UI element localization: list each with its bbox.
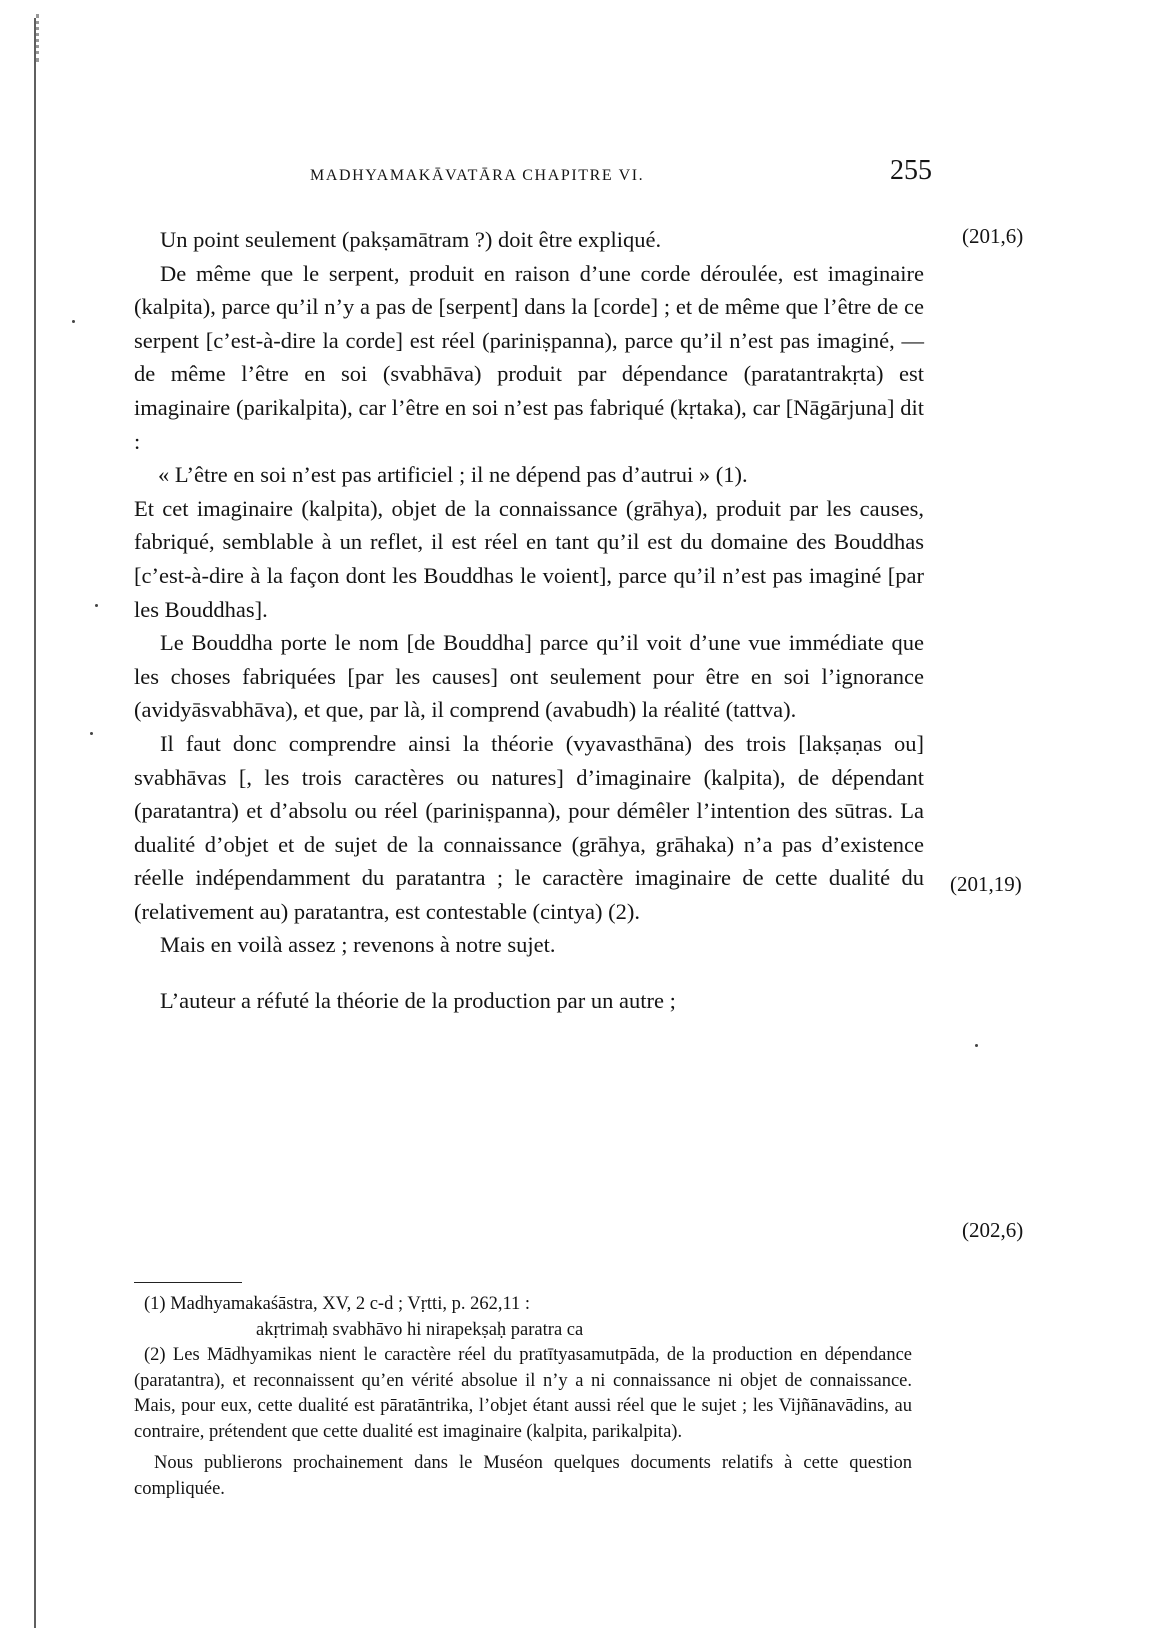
paragraph-7: L’auteur a réfuté la théorie de la production par un autre ; xyxy=(160,988,676,1014)
footnote-divider xyxy=(134,1282,242,1283)
footnote-1: (1) Madhyamakaśāstra, XV, 2 c-d ; Vṛtti, p. 262,11 : xyxy=(144,1294,531,1314)
margin-reference: (202,6) xyxy=(962,1218,1024,1242)
scan-speck xyxy=(975,1044,978,1047)
paragraph-2: De même que le serpent, produit en raison d’une corde déroulée, est imaginaire (kalpita), parce qu’il n’y a pas de [serpent] dans la [corde] ; et de même que l’être de ce serpent [c’est-à-dire la corde] est réel (pariniṣpanna), parce qu’il n’est pas imaginé, — de même l’être en soi (svabhāva) produit par dépendance (paratantrakṛta) est imaginaire (parikalpita), car l’être en soi n’est pas fabriqué (kṛtaka), car [Nāgārjuna] dit : xyxy=(134,260,924,454)
footnote-2-continuation: Nous publierons prochainement dans le Muséon quelques documents relatifs à cette question compliquée. xyxy=(134,1453,912,1499)
margin-reference: (201,19) xyxy=(950,872,1022,896)
scan-corner-mark xyxy=(36,14,61,62)
running-head xyxy=(290,155,932,195)
paragraph-5: Il faut donc comprendre ainsi la théorie (vyavasthāna) des trois [lakṣaṇas ou] svabhāvas [, les trois caractères ou natures] d’imaginaire (kalpita), de dépendant (paratantra) et d’absolu ou réel (pariniṣpanna), pour démêler l’intention des sūtras. La dualité d’objet et de sujet de la connaissance (grāhya, grāhaka) n’a pas d’existence réelle indépendamment du paratantra ; le caractère imaginaire de cette dualité du (relativement au) paratantra, est contestable (cintya) (2). xyxy=(134,730,924,924)
paragraph-1: Un point seulement (pakṣamātram ?) doit être expliqué. xyxy=(160,227,662,252)
footnote-1-verse: akṛtrimaḥ svabhāvo hi nirapekṣaḥ paratra ca xyxy=(256,1319,584,1340)
scan-binding-edge xyxy=(34,18,40,1628)
running-head-title: MADHYAMAKĀVATĀRA CHAPITRE VI. xyxy=(310,167,645,184)
quotation: « L’être en soi n’est pas artificiel ; il ne dépend pas d’autrui » (1). xyxy=(158,462,748,488)
footnotes xyxy=(134,1292,912,1502)
scan-speck xyxy=(72,320,75,323)
paragraph-3: Et cet imaginaire (kalpita), objet de la connaissance (grāhya), produit par les causes, fabriqué, semblable à un reflet, il est réel en tant qu’il est du domaine des Bouddhas [c’est-à-dire à la façon dont les Bouddhas le voient], parce qu’il n’est pas imaginé [par les Bouddhas]. xyxy=(134,495,924,622)
scan-speck xyxy=(90,732,93,735)
paragraph-6: Mais en voilà assez ; revenons à notre sujet. xyxy=(160,932,556,958)
page-number: 255 xyxy=(890,155,932,186)
footnote-2: (2) Les Mādhyamikas nient le caractère réel du pratītyasamutpāda, de la production en dépendance (paratantra), et reconnaissent qu’en vérité absolue il n’y a ni connaissance ni objet de connaissance. Mais, pour eux, cette dualité est pāratāntrika, l’objet étant aussi réel que le sujet ; les Vijñānavādins, au contraire, prétendent que cette dualité est imaginaire (kalpita, parikalpita). xyxy=(134,1345,912,1442)
margin-reference: (201,6) xyxy=(962,224,1024,248)
main-text xyxy=(134,223,924,1018)
scan-speck xyxy=(95,604,98,607)
paragraph-4: Le Bouddha porte le nom [de Bouddha] parce qu’il voit d’une vue immédiate que les choses fabriquées [par les causes] ont seulement pour être en soi l’ignorance (avidyāsvabhāva), et que, par là, il comprend (avabudh) la réalité (tattva). xyxy=(134,630,924,723)
